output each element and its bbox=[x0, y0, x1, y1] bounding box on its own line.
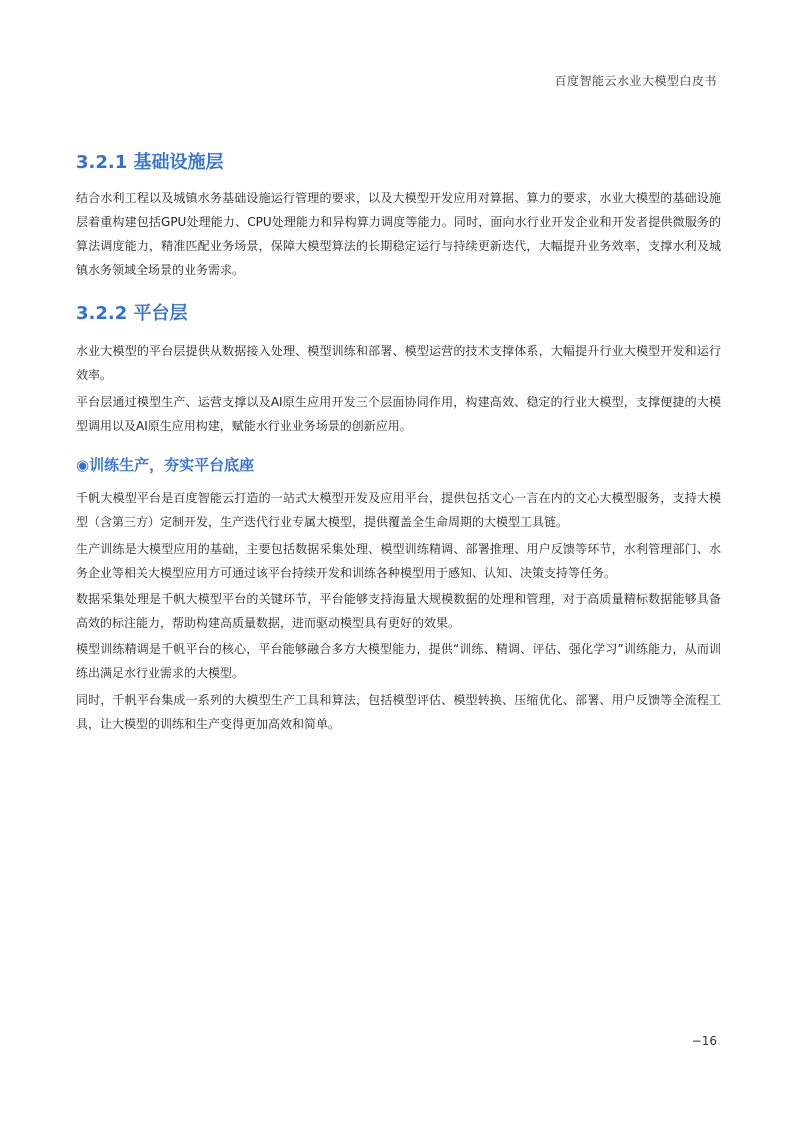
subsection-title-training: ◉训练生产，夯实平台底座 bbox=[76, 456, 255, 474]
section-title-platform: 3.2.2 平台层 bbox=[76, 303, 188, 324]
paragraph-infrastructure: 结合水利工程以及城镇水务基础设施运行管理的要求，以及大模型开发应用对算据、算力的要求，水业大模型的基础设施层着重构建包括GPU处理能力、CPU处理能力和异构算力调度等能力。同时，面向水行业开发企业和开发者提供微服务的算法调度能力，精准匹配业务场景，保障大模型算法的长期稳定运行与持续更新迭代，大幅提升业务效率，支撑水利及城镇水务领域全场景的业务需求。 bbox=[76, 191, 721, 277]
paragraph-training-1: 千帆大模型平台是百度智能云打造的一站式大模型开发及应用平台，提供包括文心一言在内的文心大模型服务，支持大模型（含第三方）定制开发，生产迭代行业专属大模型，提供覆盖全生命周期的大模型工具链。 bbox=[76, 491, 721, 529]
paragraph-training-3: 数据采集处理是千帆大模型平台的关键环节，平台能够支持海量大规模数据的处理和管理，对于高质量精标数据能够具备高效的标注能力，帮助构建高质量数据，进而驱动模型具有更好的效果。 bbox=[76, 592, 721, 630]
page-number: −16 bbox=[691, 1034, 717, 1048]
paragraph-training-5: 同时，千帆平台集成一系列的大模型生产工具和算法，包括模型评估、模型转换、压缩优化、部署、用户反馈等全流程工具，让大模型的训练和生产变得更加高效和简单。 bbox=[76, 693, 721, 731]
paragraph-training-2: 生产训练是大模型应用的基础，主要包括数据采集处理、模型训练精调、部署推理、用户反馈等环节，水利管理部门、水务企业等相关大模型应用方可通过该平台持续开发和训练各种模型用于感知、认知、决策支持等任务。 bbox=[76, 542, 721, 580]
section-title-infrastructure: 3.2.1 基础设施层 bbox=[76, 152, 224, 173]
paragraph-training-4: 模型训练精调是千帆平台的核心，平台能够融合多方大模型能力，提供“训练、精调、评估、强化学习”训练能力，从而训练出满足水行业需求的大模型。 bbox=[76, 642, 721, 680]
paragraph-platform-1: 水业大模型的平台层提供从数据接入处理、模型训练和部署、模型运营的技术支撑体系，大幅提升行业大模型开发和运行效率。 bbox=[76, 344, 721, 382]
document-header-title: 百度智能云水业大模型白皮书 bbox=[554, 74, 717, 88]
paragraph-platform-2: 平台层通过模型生产、运营支撑以及AI原生应用开发三个层面协同作用，构建高效、稳定的行业大模型，支撑便捷的大模型调用以及AI原生应用构建，赋能水行业业务场景的创新应用。 bbox=[76, 395, 721, 433]
